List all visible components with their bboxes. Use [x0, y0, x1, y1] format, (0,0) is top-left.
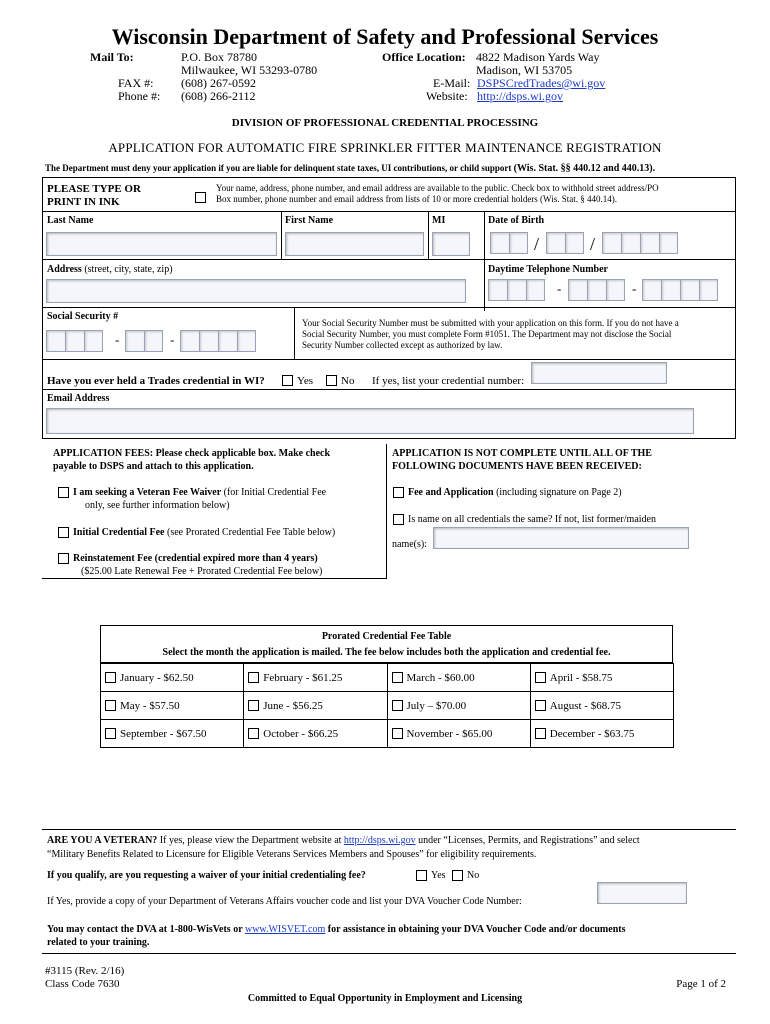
- initial-fee-checkbox[interactable]: [58, 527, 69, 538]
- withhold-text-2: Box number, phone number and email address from lists of 10 or more credential holders (Wis. Stat. § 440.14).: [216, 194, 617, 204]
- phone-label: Phone #:: [118, 89, 161, 103]
- mail-to-label: Mail To:: [90, 50, 134, 64]
- veteran-waiver-rest: (for Initial Credential Fee: [223, 487, 327, 498]
- dsps-website-link[interactable]: http://dsps.wi.gov: [343, 835, 416, 846]
- fee-application-bold: Fee and Application: [408, 487, 494, 498]
- divider: [386, 444, 387, 578]
- month-checkbox[interactable]: [248, 728, 259, 739]
- print-label-2: PRINT IN INK: [47, 196, 120, 208]
- voucher-code-input[interactable]: [597, 882, 687, 904]
- waiver-no-label: No: [467, 870, 480, 881]
- email-link[interactable]: DSPSCredTrades@wi.gov: [477, 76, 606, 90]
- fees-heading-1: APPLICATION FEES: Please check applicable box. Make check: [53, 448, 331, 459]
- website-label: Website:: [426, 89, 468, 103]
- page-number: Page 1 of 2: [676, 978, 726, 990]
- month-fee-label: June - $56.25: [263, 700, 323, 712]
- month-checkbox[interactable]: [248, 700, 259, 711]
- dva-contact-text: You may contact the DVA at 1-800-WisVets or: [47, 924, 243, 935]
- former-names-label: name(s):: [392, 539, 427, 550]
- waiver-question: If you qualify, are you requesting a waiver of your initial credentialing fee?: [47, 870, 366, 881]
- fee-table-cell: [387, 663, 531, 692]
- ssn-part1-input[interactable]: [46, 330, 103, 352]
- website-link[interactable]: http://dsps.wi.gov: [477, 89, 564, 103]
- fee-table-cell: [243, 691, 387, 720]
- first-name-input[interactable]: [285, 232, 424, 256]
- month-fee-label: March - $60.00: [406, 672, 475, 684]
- month-fee-label: April - $58.75: [549, 672, 613, 684]
- phone-line-input[interactable]: [642, 279, 718, 301]
- division-heading: DIVISION OF PROFESSIONAL CREDENTIAL PROCESSING: [231, 117, 539, 129]
- former-names-input[interactable]: [433, 527, 689, 549]
- fee-application-text: [408, 487, 622, 499]
- reinstatement-line2: ($25.00 Late Renewal Fee + Prorated Credential Fee below): [81, 566, 323, 577]
- application-title: APPLICATION FOR AUTOMATIC FIRE SPRINKLER FITTER MAINTENANCE REGISTRATION: [108, 140, 662, 155]
- docs-heading-1: APPLICATION IS NOT COMPLETE UNTIL ALL OF THE: [392, 448, 652, 459]
- fee-application-rest: (including signature on Page 2): [496, 487, 622, 498]
- veteran-line2: “Military Benefits Related to Licensure for Eligible Veterans Services Members and Spouses” for eligibility requirements.: [47, 849, 537, 860]
- ssn-part2-input[interactable]: [125, 330, 163, 352]
- dva-contact: [47, 924, 625, 936]
- divider: [428, 211, 429, 259]
- deny-notice: [45, 163, 655, 174]
- month-checkbox[interactable]: [535, 700, 546, 711]
- page-title: Wisconsin Department of Safety and Professional Services: [111, 24, 659, 49]
- divider: [42, 211, 736, 212]
- phone-dash: -: [557, 281, 562, 296]
- print-label-1: PLEASE TYPE OR: [47, 183, 141, 195]
- fees-heading-2: payable to DSPS and attach to this application.: [53, 461, 254, 472]
- dob-year-input[interactable]: [602, 232, 678, 254]
- fax-value: (608) 267-0592: [181, 76, 256, 90]
- last-name-input[interactable]: [46, 232, 277, 256]
- fee-table-cell: [387, 691, 531, 720]
- waiver-yes-checkbox[interactable]: [416, 870, 427, 881]
- wisvet-link[interactable]: www.WISVET.com: [244, 924, 326, 935]
- veteran-question-rest: If yes, please view the Department website at: [159, 835, 342, 846]
- phone-dash: -: [632, 281, 637, 296]
- month-fee-label: August - $68.75: [549, 700, 621, 712]
- divider: [281, 211, 282, 259]
- divider: [42, 389, 736, 390]
- trades-yes-label: Yes: [297, 375, 314, 387]
- fee-table-cell: [530, 691, 674, 720]
- initial-fee-rest: (see Prorated Credential Fee Table below): [166, 527, 336, 538]
- divider: [42, 359, 736, 360]
- month-fee-label: July – $70.00: [406, 700, 467, 712]
- fax-label: FAX #:: [118, 76, 154, 90]
- trades-list-label: If yes, list your credential number:: [372, 375, 525, 387]
- email-address-input[interactable]: [46, 408, 694, 434]
- ssn-part3-input[interactable]: [180, 330, 256, 352]
- docs-heading-2: FOLLOWING DOCUMENTS HAVE BEEN RECEIVED:: [392, 461, 642, 472]
- veteran-question-rest2: under “Licenses, Permits, and Registrations” and select: [418, 835, 640, 846]
- month-checkbox[interactable]: [392, 700, 403, 711]
- last-name-label: Last Name: [47, 215, 94, 226]
- email-address-label: Email Address: [47, 393, 110, 404]
- form-number: #3115 (Rev. 2/16): [45, 965, 125, 977]
- trades-no-label: No: [341, 375, 355, 387]
- voucher-line: If Yes, provide a copy of your Department of Veterans Affairs voucher code and list your DVA Voucher Code Number:: [47, 896, 522, 907]
- divider: [42, 578, 387, 579]
- mail-line-1: P.O. Box 78780: [181, 50, 258, 64]
- divider: [42, 259, 736, 260]
- ssn-note-1: Your Social Security Number must be submitted with your application on this form. If you do not have a: [302, 318, 679, 328]
- email-label: E-Mail:: [433, 76, 471, 90]
- fee-table-cell: [530, 719, 674, 748]
- month-checkbox[interactable]: [248, 672, 259, 683]
- month-fee-label: May - $57.50: [120, 700, 180, 712]
- dob-separator: /: [534, 234, 540, 254]
- veteran-question: [47, 835, 640, 847]
- address-label-text: Address: [47, 264, 82, 275]
- month-fee-label: January - $62.50: [120, 672, 194, 684]
- fee-application-checkbox[interactable]: [393, 487, 404, 498]
- withhold-text-1: Your name, address, phone number, and email address are available to the public. Check box to withhold street address/PO: [216, 183, 659, 193]
- trades-question: Have you ever held a Trades credential in WI?: [47, 375, 265, 387]
- month-checkbox[interactable]: [392, 728, 403, 739]
- month-checkbox[interactable]: [535, 672, 546, 683]
- address-input[interactable]: [46, 279, 466, 303]
- dva-contact-text2: for assistance in obtaining your DVA Voucher Code and/or documents: [327, 924, 626, 935]
- reinstatement-text: Reinstatement Fee (credential expired more than 4 years): [73, 553, 318, 564]
- credential-number-input[interactable]: [531, 362, 667, 384]
- ssn-dash: -: [170, 332, 175, 347]
- month-fee-label: September - $67.50: [120, 728, 207, 740]
- dob-separator: /: [590, 234, 596, 254]
- divider: [42, 829, 736, 830]
- ssn-note-3: Security Number collected except as authorized by law.: [302, 340, 503, 350]
- ssn-note-2: Social Security Number, you must complete Form #1051. The Department may not disclose the Social: [302, 329, 672, 339]
- initial-fee-text: [73, 527, 335, 539]
- month-checkbox[interactable]: [105, 672, 116, 683]
- committed-text: Committed to Equal Opportunity in Employment and Licensing: [247, 993, 523, 1004]
- daytime-phone-label: Daytime Telephone Number: [488, 264, 608, 275]
- trades-yes-checkbox[interactable]: [282, 375, 293, 386]
- class-code: Class Code 7630: [45, 978, 120, 990]
- divider: [42, 953, 736, 954]
- dob-label: Date of Birth: [488, 215, 545, 226]
- phone-value: (608) 266-2112: [181, 89, 256, 103]
- withhold-checkbox[interactable]: [195, 192, 206, 203]
- fee-table-cell: [243, 719, 387, 748]
- dva-contact-line3: related to your training.: [47, 937, 150, 948]
- month-fee-label: October - $66.25: [263, 728, 339, 740]
- month-fee-label: February - $61.25: [263, 672, 343, 684]
- month-checkbox[interactable]: [392, 672, 403, 683]
- same-name-checkbox[interactable]: [393, 514, 404, 525]
- dob-month-input[interactable]: [490, 232, 528, 254]
- address-hint: (street, city, state, zip): [84, 264, 173, 275]
- middle-initial-input[interactable]: [432, 232, 470, 256]
- fee-table-subtitle: Select the month the application is mailed. The fee below includes both the application and credential fee.: [162, 647, 611, 658]
- month-checkbox[interactable]: [105, 728, 116, 739]
- veteran-waiver-checkbox[interactable]: [58, 487, 69, 498]
- address-label: [47, 264, 173, 276]
- dob-day-input[interactable]: [546, 232, 584, 254]
- phone-prefix-input[interactable]: [568, 279, 625, 301]
- veteran-question-bold: ARE YOU A VETERAN?: [47, 835, 158, 846]
- deny-statute: (Wis. Stat. §§ 440.12 and 440.13).: [513, 163, 656, 174]
- office-line-2: Madison, WI 53705: [476, 63, 573, 77]
- trades-no-checkbox[interactable]: [326, 375, 337, 386]
- ssn-label: Social Security #: [47, 311, 119, 322]
- mail-line-2: Milwaukee, WI 53293-0780: [181, 63, 318, 77]
- month-fee-label: December - $63.75: [549, 728, 635, 740]
- veteran-waiver-bold: I am seeking a Veteran Fee Waiver: [73, 487, 222, 498]
- deny-notice-text: The Department must deny your application if you are liable for delinquent state taxes, UI contributions, or child support: [45, 163, 512, 173]
- waiver-no-checkbox[interactable]: [452, 870, 463, 881]
- phone-area-input[interactable]: [488, 279, 545, 301]
- waiver-yes-label: Yes: [431, 870, 446, 881]
- fee-table-cell: [100, 719, 244, 748]
- fee-table-cell: [100, 663, 244, 692]
- same-name-text: Is name on all credentials the same? If not, list former/maiden: [408, 514, 656, 525]
- month-checkbox[interactable]: [535, 728, 546, 739]
- fee-table-cell: [243, 663, 387, 692]
- reinstatement-checkbox[interactable]: [58, 553, 69, 564]
- office-label: Office Location:: [382, 50, 466, 64]
- month-checkbox[interactable]: [105, 700, 116, 711]
- fee-table-title: Prorated Credential Fee Table: [321, 631, 452, 642]
- fee-table-cell: [100, 691, 244, 720]
- veteran-waiver-line2: only, see further information below): [85, 500, 230, 511]
- divider: [42, 307, 736, 308]
- mi-label: MI: [432, 215, 446, 226]
- veteran-waiver-text: [73, 487, 326, 499]
- fee-table-cell: [387, 719, 531, 748]
- month-fee-label: November - $65.00: [406, 728, 493, 740]
- office-line-1: 4822 Madison Yards Way: [476, 50, 600, 64]
- first-name-label: First Name: [285, 215, 334, 226]
- initial-fee-bold: Initial Credential Fee: [73, 527, 165, 538]
- fee-table-cell: [530, 663, 674, 692]
- divider: [484, 211, 485, 311]
- ssn-dash: -: [115, 332, 120, 347]
- applicant-info-box: [42, 177, 736, 439]
- divider: [294, 307, 295, 359]
